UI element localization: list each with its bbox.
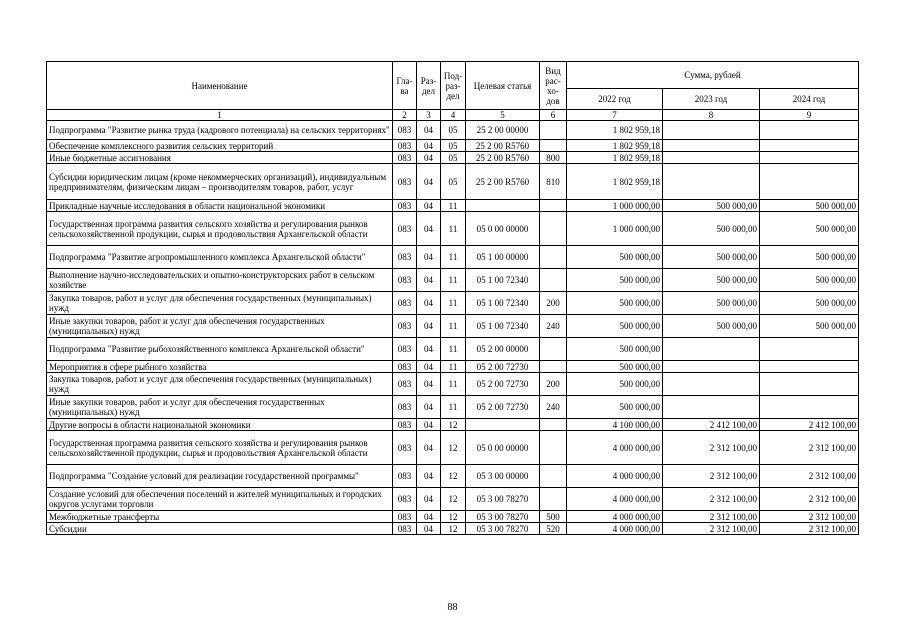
row-glava: 083	[393, 523, 417, 535]
row-razdel: 04	[417, 488, 441, 511]
row-glava: 083	[393, 315, 417, 338]
row-podrazdel: 11	[441, 269, 466, 292]
row-podrazdel: 11	[441, 396, 466, 419]
row-glava: 083	[393, 361, 417, 373]
row-vid: 500	[540, 511, 567, 523]
row-razdel: 04	[417, 164, 441, 200]
column-number: 9	[760, 110, 859, 121]
row-podrazdel: 12	[441, 488, 466, 511]
table-row	[47, 246, 859, 269]
row-sum-2024	[760, 140, 859, 152]
row-sum-2023: 500 000,00	[663, 315, 760, 338]
table-row	[47, 396, 859, 419]
row-sum-2022: 1 802 959,18	[567, 121, 663, 140]
row-vid	[540, 361, 567, 373]
row-sum-2023	[663, 373, 760, 396]
row-sum-2023: 2 312 100,00	[663, 523, 760, 535]
budget-table	[46, 61, 859, 535]
row-glava: 083	[393, 140, 417, 152]
table-row	[47, 511, 859, 523]
row-razdel: 04	[417, 419, 441, 431]
row-name: Иные закупки товаров, работ и услуг для обеспечения государственных (муниципальных) нужд	[47, 396, 393, 419]
row-razdel: 04	[417, 338, 441, 361]
header-razdel: Раз-дел	[417, 62, 441, 110]
row-glava: 083	[393, 338, 417, 361]
row-razdel: 04	[417, 361, 441, 373]
row-sum-2023	[663, 396, 760, 419]
row-sum-2023	[663, 164, 760, 200]
row-glava: 083	[393, 431, 417, 465]
row-sum-2023: 500 000,00	[663, 200, 760, 212]
row-sum-2024	[760, 396, 859, 419]
row-sum-2022: 500 000,00	[567, 292, 663, 315]
row-sum-2024: 2 412 100,00	[760, 419, 859, 431]
column-number-row	[47, 110, 859, 121]
header-podrazdel: Под-раз-дел	[441, 62, 466, 110]
row-sum-2022: 4 100 000,00	[567, 419, 663, 431]
row-target: 05 0 00 00000	[466, 212, 540, 246]
row-glava: 083	[393, 164, 417, 200]
row-sum-2024: 500 000,00	[760, 200, 859, 212]
row-target: 05 3 00 78270	[466, 523, 540, 535]
table-body	[47, 121, 859, 535]
column-number: 3	[417, 110, 441, 121]
row-vid: 800	[540, 152, 567, 164]
row-target: 05 1 00 72340	[466, 292, 540, 315]
row-target: 05 2 00 72730	[466, 361, 540, 373]
row-target: 05 2 00 72730	[466, 396, 540, 419]
row-glava: 083	[393, 212, 417, 246]
row-vid	[540, 121, 567, 140]
row-sum-2022: 500 000,00	[567, 315, 663, 338]
row-sum-2022: 1 000 000,00	[567, 212, 663, 246]
row-podrazdel: 11	[441, 338, 466, 361]
row-sum-2024	[760, 373, 859, 396]
row-sum-2024: 500 000,00	[760, 292, 859, 315]
row-podrazdel: 11	[441, 246, 466, 269]
row-name: Субсидии	[47, 523, 393, 535]
row-sum-2023: 2 312 100,00	[663, 431, 760, 465]
row-vid: 240	[540, 396, 567, 419]
row-sum-2023: 500 000,00	[663, 292, 760, 315]
row-sum-2022: 4 000 000,00	[567, 431, 663, 465]
row-glava: 083	[393, 121, 417, 140]
row-sum-2023: 500 000,00	[663, 212, 760, 246]
row-sum-2023: 2 312 100,00	[663, 511, 760, 523]
row-vid	[540, 419, 567, 431]
row-razdel: 04	[417, 373, 441, 396]
row-vid	[540, 246, 567, 269]
row-sum-2024: 2 312 100,00	[760, 523, 859, 535]
row-sum-2024: 2 312 100,00	[760, 488, 859, 511]
table-row	[47, 361, 859, 373]
table-row	[47, 431, 859, 465]
row-target: 25 2 00 R5760	[466, 140, 540, 152]
row-sum-2022: 1 802 959,18	[567, 152, 663, 164]
table-row	[47, 315, 859, 338]
row-name: Закупка товаров, работ и услуг для обеспечения государственных (муниципальных) нужд	[47, 373, 393, 396]
row-glava: 083	[393, 511, 417, 523]
row-vid: 200	[540, 292, 567, 315]
row-podrazdel: 12	[441, 431, 466, 465]
row-sum-2023	[663, 361, 760, 373]
row-sum-2022: 1 000 000,00	[567, 200, 663, 212]
row-sum-2024: 2 312 100,00	[760, 465, 859, 488]
row-name: Создание условий для обеспечения поселений и жителей муниципальных и городских округов услугами торговли	[47, 488, 393, 511]
table-row	[47, 292, 859, 315]
table-row	[47, 152, 859, 164]
row-razdel: 04	[417, 396, 441, 419]
column-number: 6	[540, 110, 567, 121]
column-number: 4	[441, 110, 466, 121]
row-sum-2022: 4 000 000,00	[567, 465, 663, 488]
row-podrazdel: 05	[441, 152, 466, 164]
row-name: Межбюджетные трансферты	[47, 511, 393, 523]
table-row	[47, 338, 859, 361]
row-vid: 200	[540, 373, 567, 396]
row-razdel: 04	[417, 511, 441, 523]
row-target	[466, 419, 540, 431]
row-vid	[540, 431, 567, 465]
row-sum-2023	[663, 121, 760, 140]
row-sum-2022: 500 000,00	[567, 396, 663, 419]
row-razdel: 04	[417, 212, 441, 246]
row-sum-2024	[760, 164, 859, 200]
header-year-2024: 2024 год	[760, 89, 859, 110]
table-row	[47, 140, 859, 152]
row-sum-2022: 4 000 000,00	[567, 523, 663, 535]
row-sum-2023: 2 312 100,00	[663, 488, 760, 511]
row-sum-2024: 500 000,00	[760, 212, 859, 246]
column-number: 2	[393, 110, 417, 121]
row-target: 05 2 00 72730	[466, 373, 540, 396]
row-razdel: 04	[417, 292, 441, 315]
row-vid: 240	[540, 315, 567, 338]
page-number: 88	[447, 602, 458, 613]
table-row	[47, 121, 859, 140]
row-podrazdel: 11	[441, 315, 466, 338]
row-podrazdel: 12	[441, 465, 466, 488]
row-sum-2023	[663, 152, 760, 164]
row-razdel: 04	[417, 465, 441, 488]
row-target: 05 3 00 78270	[466, 488, 540, 511]
row-name: Иные закупки товаров, работ и услуг для обеспечения государственных (муниципальных) нужд	[47, 315, 393, 338]
header-name: Наименование	[47, 62, 393, 110]
row-podrazdel: 11	[441, 361, 466, 373]
row-glava: 083	[393, 200, 417, 212]
row-sum-2024	[760, 121, 859, 140]
row-sum-2023: 2 412 100,00	[663, 419, 760, 431]
row-name: Государственная программа развития сельского хозяйства и регулирования рынков сельскохозяйственной продукции, сырья и продовольствия Архангельской области	[47, 212, 393, 246]
row-glava: 083	[393, 292, 417, 315]
row-razdel: 04	[417, 121, 441, 140]
row-name: Мероприятия в сфере рыбного хозяйства	[47, 361, 393, 373]
row-sum-2024: 2 312 100,00	[760, 431, 859, 465]
row-target: 05 1 00 00000	[466, 246, 540, 269]
column-number: 1	[47, 110, 393, 121]
row-name: Прикладные научные исследования в области национальной экономики	[47, 200, 393, 212]
table-row	[47, 465, 859, 488]
row-glava: 083	[393, 373, 417, 396]
row-target: 25 2 00 00000	[466, 121, 540, 140]
row-glava: 083	[393, 269, 417, 292]
column-number: 5	[466, 110, 540, 121]
row-podrazdel: 05	[441, 140, 466, 152]
row-sum-2024: 500 000,00	[760, 246, 859, 269]
row-sum-2022: 500 000,00	[567, 269, 663, 292]
table-row	[47, 212, 859, 246]
row-sum-2023	[663, 140, 760, 152]
row-razdel: 04	[417, 269, 441, 292]
column-number: 7	[567, 110, 663, 121]
row-vid	[540, 465, 567, 488]
row-target: 05 2 00 00000	[466, 338, 540, 361]
row-vid	[540, 488, 567, 511]
row-name: Подпрограмма "Создание условий для реализации государственной программы"	[47, 465, 393, 488]
row-glava: 083	[393, 488, 417, 511]
row-name: Подпрограмма "Развитие агропромышленного комплекса Архангельской области"	[47, 246, 393, 269]
row-sum-2024: 500 000,00	[760, 269, 859, 292]
table-row	[47, 373, 859, 396]
row-sum-2022: 4 000 000,00	[567, 488, 663, 511]
row-name: Государственная программа развития сельского хозяйства и регулирования рынков сельскохозяйственной продукции, сырья и продовольствия Архангельской области	[47, 431, 393, 465]
row-razdel: 04	[417, 246, 441, 269]
row-vid	[540, 140, 567, 152]
table-row	[47, 269, 859, 292]
row-sum-2024: 500 000,00	[760, 315, 859, 338]
row-name: Иные бюджетные ассигнования	[47, 152, 393, 164]
row-target	[466, 200, 540, 212]
row-podrazdel: 12	[441, 419, 466, 431]
row-sum-2022: 1 802 959,18	[567, 164, 663, 200]
table-row	[47, 488, 859, 511]
row-vid: 810	[540, 164, 567, 200]
row-sum-2023: 2 312 100,00	[663, 465, 760, 488]
row-podrazdel: 11	[441, 373, 466, 396]
row-podrazdel: 12	[441, 523, 466, 535]
row-podrazdel: 12	[441, 511, 466, 523]
header-row	[47, 62, 859, 89]
row-target: 05 1 00 72340	[466, 269, 540, 292]
column-number: 8	[663, 110, 760, 121]
row-vid	[540, 338, 567, 361]
row-sum-2022: 500 000,00	[567, 373, 663, 396]
row-sum-2024	[760, 152, 859, 164]
header-vid: Вид рас-хо-дов	[540, 62, 567, 110]
row-vid	[540, 200, 567, 212]
row-podrazdel: 11	[441, 200, 466, 212]
row-podrazdel: 05	[441, 164, 466, 200]
row-sum-2022: 500 000,00	[567, 246, 663, 269]
row-glava: 083	[393, 246, 417, 269]
row-name: Другие вопросы в области национальной экономики	[47, 419, 393, 431]
row-podrazdel: 05	[441, 121, 466, 140]
row-sum-2024	[760, 338, 859, 361]
row-vid	[540, 269, 567, 292]
row-glava: 083	[393, 465, 417, 488]
row-name: Подпрограмма "Развитие рынка труда (кадрового потенциала) на сельских территориях"	[47, 121, 393, 140]
table-row	[47, 419, 859, 431]
row-sum-2022: 500 000,00	[567, 338, 663, 361]
table-row	[47, 200, 859, 212]
row-target: 05 1 00 72340	[466, 315, 540, 338]
row-target: 25 2 00 R5760	[466, 164, 540, 200]
row-razdel: 04	[417, 315, 441, 338]
row-sum-2023	[663, 338, 760, 361]
row-target: 25 2 00 R5760	[466, 152, 540, 164]
row-razdel: 04	[417, 431, 441, 465]
row-glava: 083	[393, 152, 417, 164]
row-name: Субсидии юридическим лицам (кроме некоммерческих организаций), индивидуальным предпринимателям, физическим лицам – производителям товаров, работ, услуг	[47, 164, 393, 200]
table-row	[47, 164, 859, 200]
header-glava: Гла-ва	[393, 62, 417, 110]
row-razdel: 04	[417, 523, 441, 535]
row-sum-2024	[760, 361, 859, 373]
row-name: Закупка товаров, работ и услуг для обеспечения государственных (муниципальных) нужд	[47, 292, 393, 315]
header-target: Целевая статья	[466, 62, 540, 110]
row-sum-2022: 4 000 000,00	[567, 511, 663, 523]
row-target: 05 0 00 00000	[466, 431, 540, 465]
row-sum-2022: 1 802 959,18	[567, 140, 663, 152]
row-name: Обеспечение комплексного развития сельских территорий	[47, 140, 393, 152]
row-podrazdel: 11	[441, 212, 466, 246]
row-razdel: 04	[417, 140, 441, 152]
row-glava: 083	[393, 419, 417, 431]
row-podrazdel: 11	[441, 292, 466, 315]
header-sum: Сумма, рублей	[567, 62, 859, 89]
row-sum-2022: 500 000,00	[567, 361, 663, 373]
row-sum-2023: 500 000,00	[663, 269, 760, 292]
row-vid: 520	[540, 523, 567, 535]
row-name: Выполнение научно-исследовательских и опытно-конструкторских работ в сельском хозяйстве	[47, 269, 393, 292]
row-vid	[540, 212, 567, 246]
row-target: 05 3 00 00000	[466, 465, 540, 488]
row-razdel: 04	[417, 152, 441, 164]
row-sum-2023: 500 000,00	[663, 246, 760, 269]
header-year-2023: 2023 год	[663, 89, 760, 110]
table-row	[47, 523, 859, 535]
row-sum-2024: 2 312 100,00	[760, 511, 859, 523]
row-name: Подпрограмма "Развитие рыбохозяйственного комплекса Архангельской области"	[47, 338, 393, 361]
row-glava: 083	[393, 396, 417, 419]
header-year-2022: 2022 год	[567, 89, 663, 110]
row-target: 05 3 00 78270	[466, 511, 540, 523]
row-razdel: 04	[417, 200, 441, 212]
